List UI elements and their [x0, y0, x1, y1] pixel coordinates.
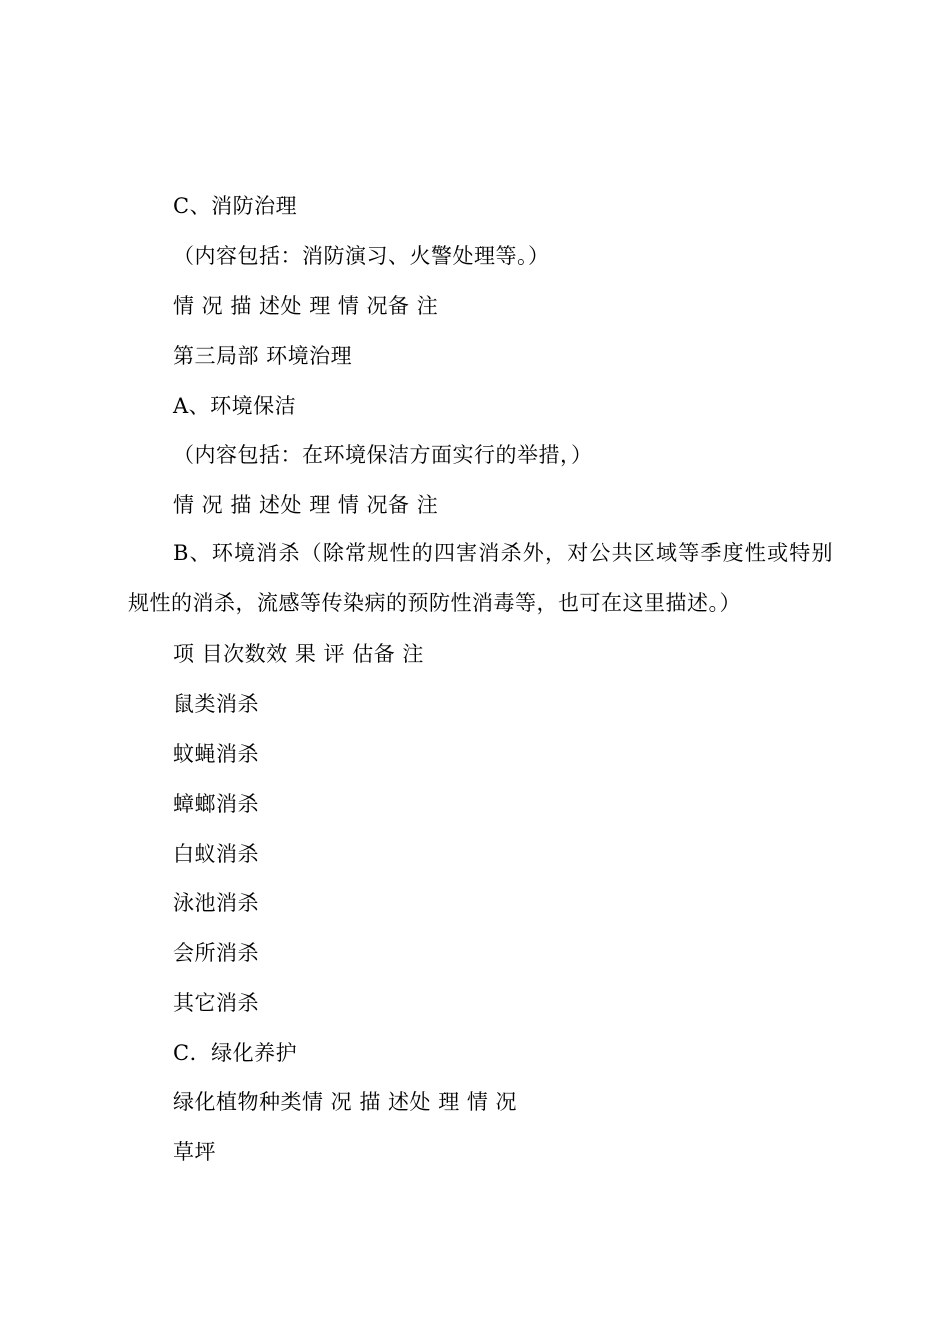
section-note-fire-content: （内容包括：消防演习、火警处理等。） [173, 244, 550, 268]
table-header-greening: 绿化植物种类情 况 描 述处 理 情 况 [173, 1090, 518, 1114]
table-header-disinfection: 项 目次数效 果 评 估备 注 [173, 642, 424, 666]
section-heading-greening: C．绿化养护 [173, 1041, 298, 1065]
section-note-cleaning-content: （内容包括：在环境保洁方面实行的举措，） [173, 443, 593, 467]
table-row-pool: 泳池消杀 [173, 891, 259, 915]
table-row-cockroach: 蟑螂消杀 [173, 792, 259, 816]
section-heading-cleaning: A、环境保洁 [173, 394, 297, 418]
table-row-clubhouse: 会所消杀 [173, 941, 259, 965]
table-row-termite: 白蚁消杀 [173, 842, 259, 866]
table-row-mosquito: 蚊蝇消杀 [173, 742, 259, 766]
table-row-other: 其它消杀 [173, 991, 259, 1015]
table-row-rodent: 鼠类消杀 [173, 692, 259, 716]
section-heading-fire-management: C、消防治理 [173, 194, 298, 218]
table-header-cleaning: 情 况 描 述处 理 情 况备 注 [173, 493, 439, 517]
table-header-fire: 情 况 描 述处 理 情 况备 注 [173, 294, 439, 318]
table-row-lawn: 草坪 [173, 1140, 216, 1164]
part-heading-environment: 第三局部 环境治理 [173, 344, 353, 368]
section-paragraph-disinfection: B、环境消杀（除常规性的四害消杀外，对公共区域等季度性或特别规性的消杀，流感等传染病的预防性消毒等，也可在这里描述。） [128, 541, 833, 615]
